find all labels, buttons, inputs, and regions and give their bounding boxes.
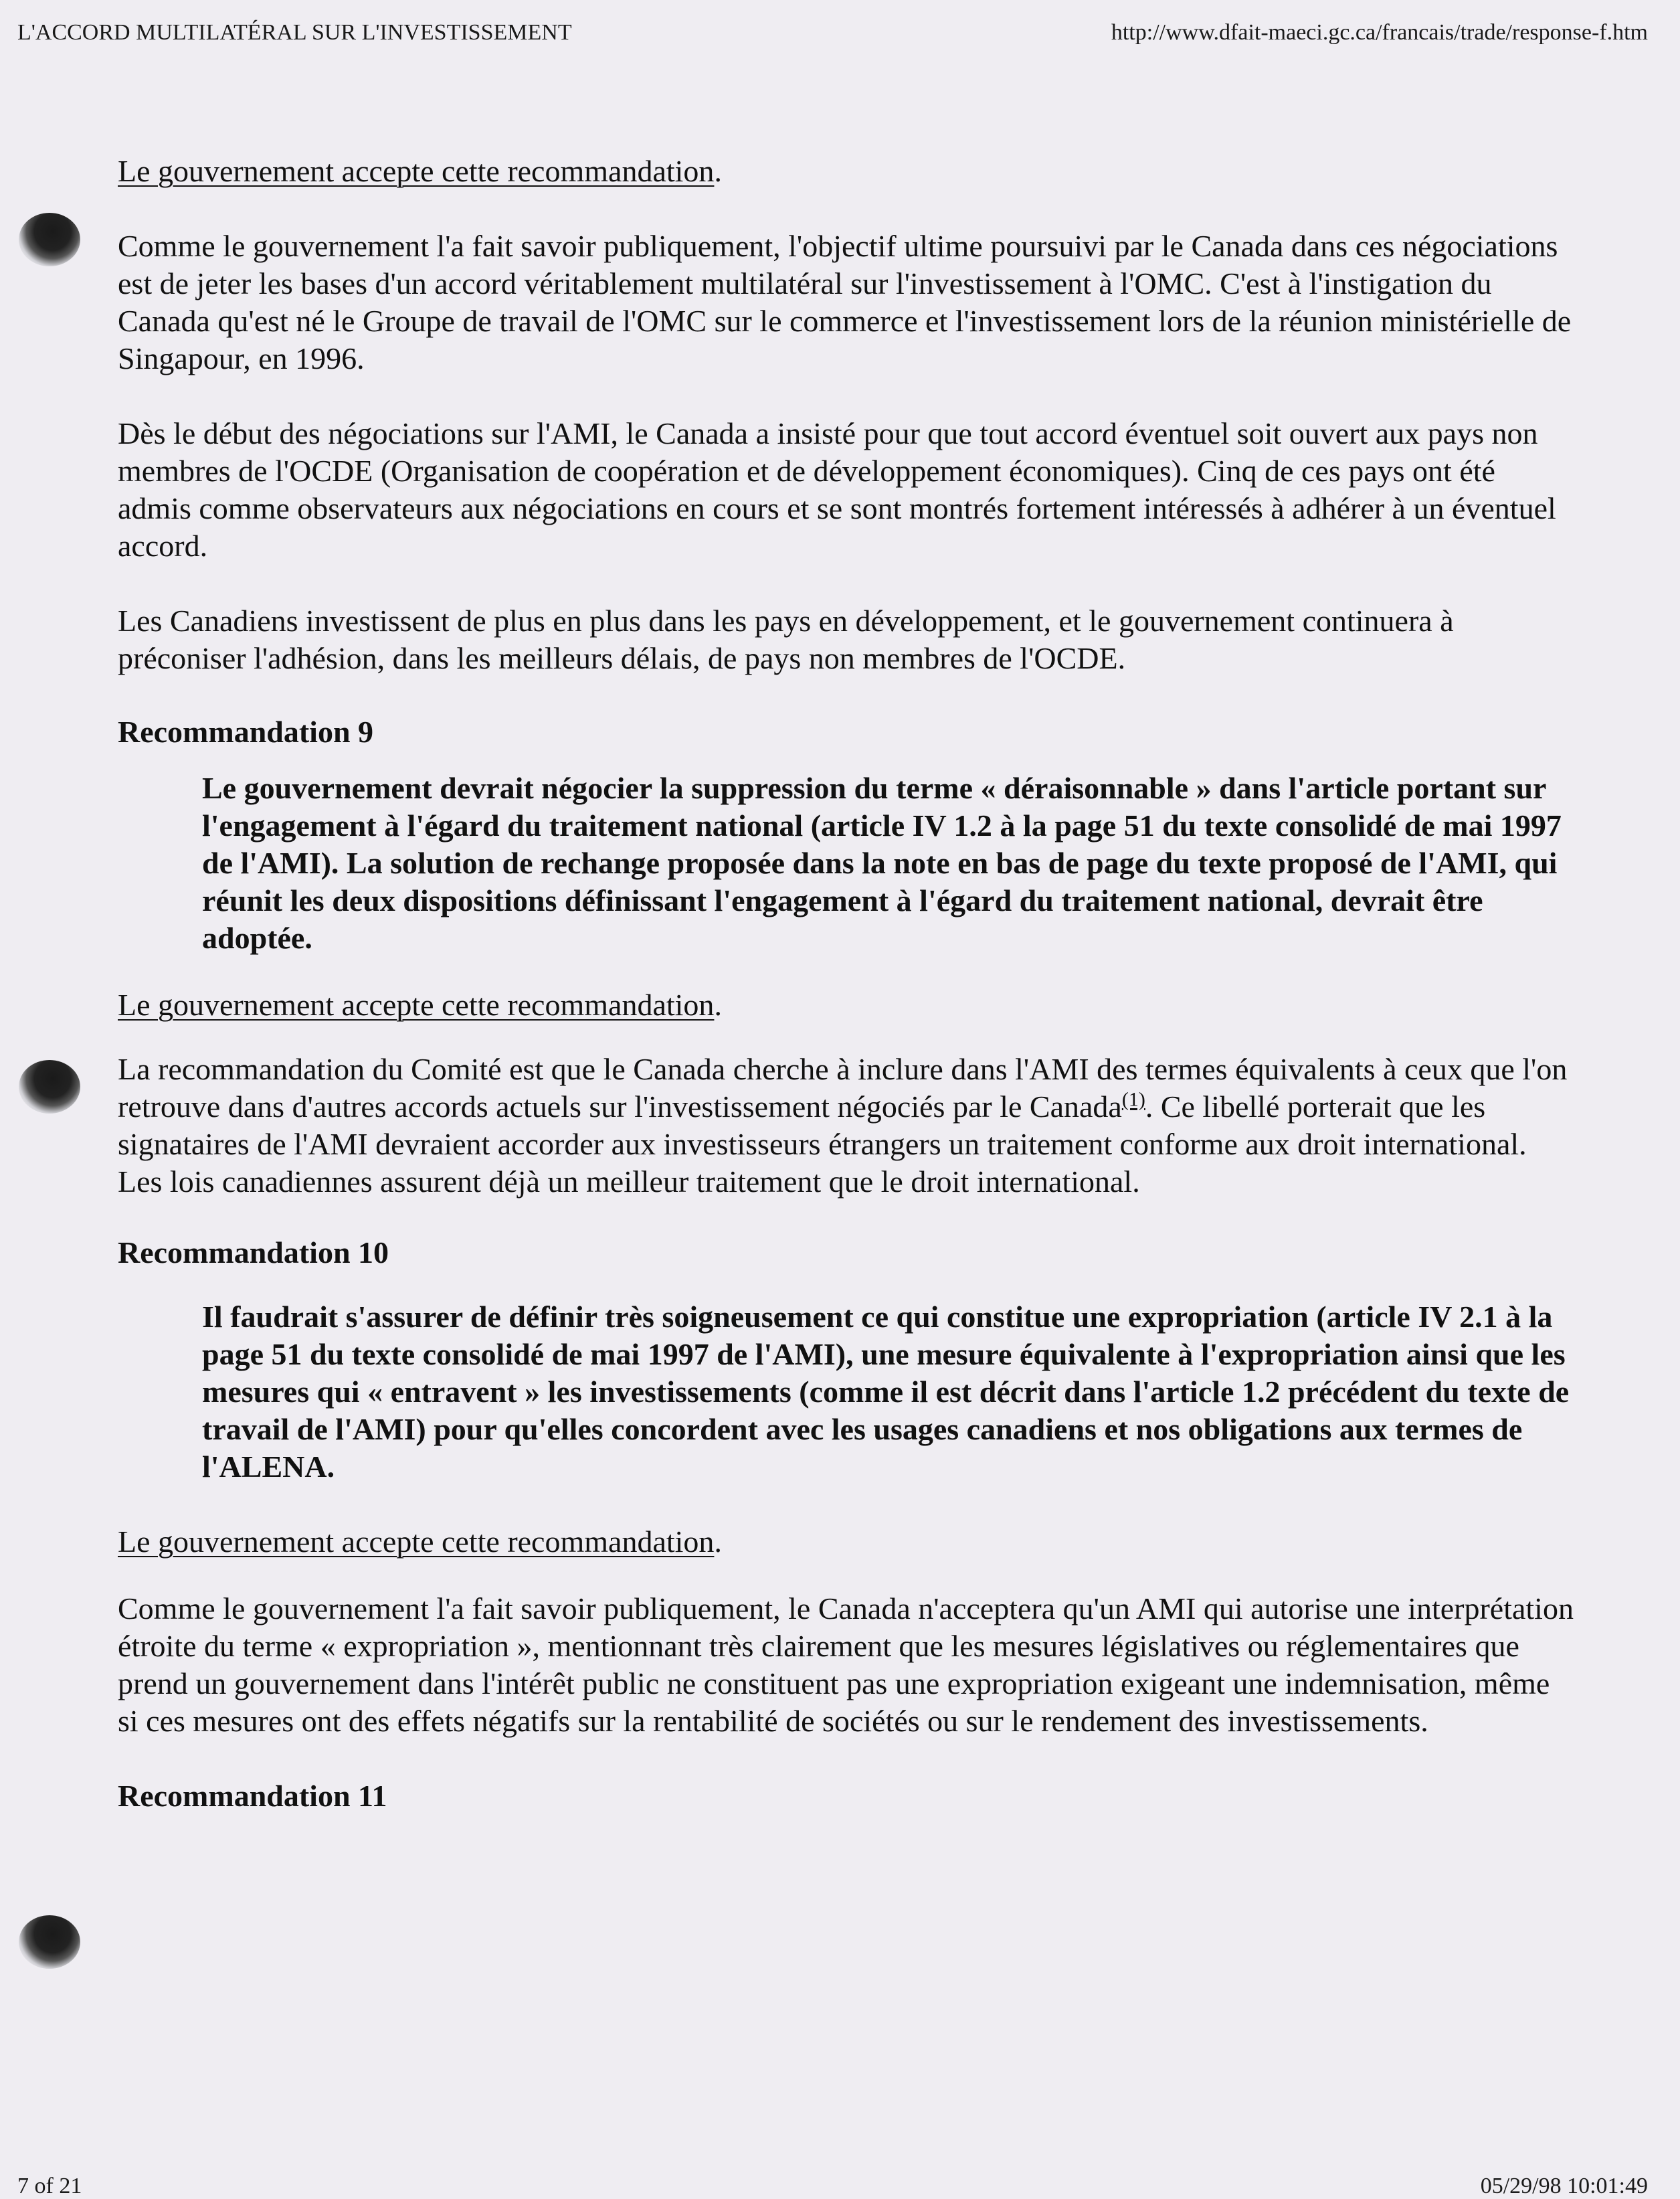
paragraph-text: La recommandation du Comité est que le Canada cherche à inclure dans l'AMI des termes équivalents à ceux que l'on retrouve dans d'autres accords actuels sur l'investissement négociés par le Canada xyxy=(118,1052,1568,1124)
page-number: 7 of 21 xyxy=(17,2174,82,2198)
page-header-title: L'ACCORD MULTILATÉRAL SUR L'INVESTISSEMENT xyxy=(17,20,572,45)
acceptance-text: Le gouvernement accepte cette recommandation xyxy=(118,988,715,1022)
recommendation-10-heading: Recommandation 10 xyxy=(118,1235,389,1269)
footnote-link[interactable]: (1) xyxy=(1121,1088,1145,1111)
recommendation-9-heading: Recommandation 9 xyxy=(118,715,374,749)
document-body xyxy=(118,153,1576,1815)
punch-hole-middle xyxy=(19,1060,80,1114)
recommendation-9-text: Le gouvernement devrait négocier la suppression du terme « déraisonnable » dans l'article portant sur l'engagement à l'égard du traitement national (article IV 1.2 à la page 51 du texte consolidé de mai 1997 de l'AMI). La solution de rechange proposée dans la note en bas de page du texte proposé de l'AMI, qui réunit les deux dispositions définissant l'engagement à l'égard du traitement national, devrait être adoptée. xyxy=(202,771,1562,955)
paragraph-wto-objective: Comme le gouvernement l'a fait savoir publiquement, l'objectif ultime poursuivi par le Canada dans ces négociations est de jeter les bases d'un accord véritablement multilatéral sur l'investissement à l'OMC. C'est à l'instigation du Canada qu'est né le Groupe de travail de l'OMC sur le commerce et l'investissement lors de la réunion ministérielle de Singapour, en 1996. xyxy=(118,229,1572,375)
paragraph-non-oecd-countries: Dès le début des négociations sur l'AMI, le Canada a insisté pour que tout accord éventuel soit ouvert aux pays non membres de l'OCDE (Organisation de coopération et de développement économiques). Cinq de ces pays ont été admis comme observateurs aux négociations en cours et se sont montrés fortement intéressés à adhérer à un éventuel accord. xyxy=(118,416,1556,563)
recommendation-10-text: Il faudrait s'assurer de définir très soigneusement ce qui constitue une expropriation (article IV 2.1 à la page 51 du texte consolidé de mai 1997 de l'AMI), une mesure équivalente à l'expropriation ainsi que les mesures qui « entravent » les investissements (comme il est décrit dans l'article 1.2 précédent du texte de travail de l'AMI) pour qu'elles concordent avec les usages canadiens et nos obligations aux termes de l'ALENA. xyxy=(202,1300,1570,1484)
paragraph-expropriation: Comme le gouvernement l'a fait savoir publiquement, le Canada n'acceptera qu'un AMI qui autorise une interprétation étroite du terme « expropriation », mentionnant très clairement que les mesures législatives ou réglementaires que prend un gouvernement dans l'intérêt public ne constituent pas une expropriation exigeant une indemnisation, même si ces mesures ont des effets négatifs sur la rentabilité de sociétés ou sur le rendement des investissements. xyxy=(118,1591,1574,1738)
acceptance-statement: Le gouvernement accepte cette recommandation. xyxy=(118,1524,722,1559)
acceptance-text: Le gouvernement accepte cette recommandation xyxy=(118,154,715,188)
print-datetime: 05/29/98 10:01:49 xyxy=(1480,2174,1648,2198)
acceptance-statement: Le gouvernement accepte cette recommandation. xyxy=(118,154,722,188)
paragraph-international-law xyxy=(118,1051,1576,1201)
recommendation-11-heading: Recommandation 11 xyxy=(118,1779,387,1813)
punch-hole-top xyxy=(19,213,80,266)
acceptance-text: Le gouvernement accepte cette recommandation xyxy=(118,1524,715,1559)
paragraph-text: . Ce libellé porterait que les signataires de l'AMI devraient accorder aux investisseurs étrangers un traitement conforme aux droit international. Les lois canadiennes assurent déjà un meilleur traitement que le droit international. xyxy=(118,1089,1527,1199)
punch-hole-bottom xyxy=(19,1915,80,1969)
paragraph-developing-countries: Les Canadiens investissent de plus en plus dans les pays en développement, et le gouvernement continuera à préconiser l'adhésion, dans les meilleurs délais, de pays non membres de l'OCDE. xyxy=(118,604,1454,675)
page-header-url: http://www.dfait-maeci.gc.ca/francais/trade/response-f.htm xyxy=(1111,20,1648,45)
acceptance-statement: Le gouvernement accepte cette recommandation. xyxy=(118,988,722,1022)
